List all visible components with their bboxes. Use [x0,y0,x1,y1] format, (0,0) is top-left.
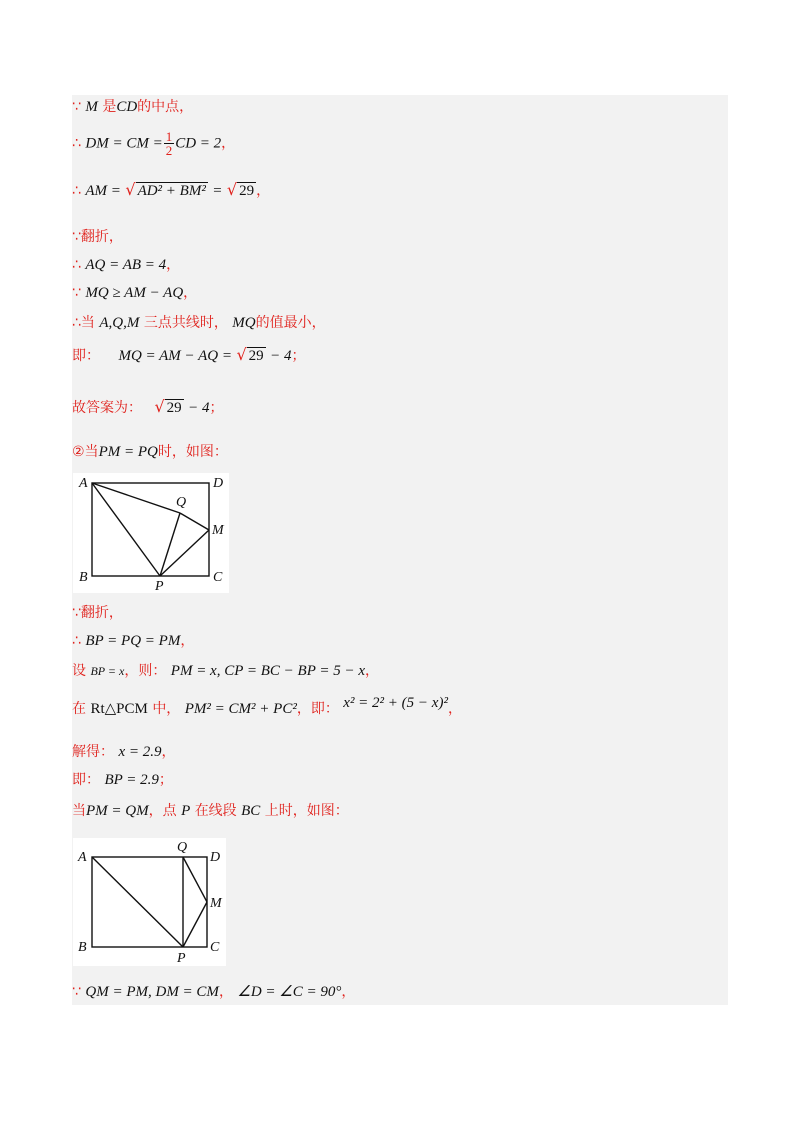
fraction-half: $\frac{1}{2}$ [165,129,173,158]
segment-qm [183,857,207,902]
line-am: ∴ AM = √ AD² + BM² = √ 29 ， [72,180,271,199]
label-P: P [177,951,186,966]
label-B: B [79,570,88,585]
line-midpoint: ∵ M 是CD的中点， [72,99,194,115]
label-P: P [155,579,164,593]
segment-pm [183,902,207,947]
line-case2: ②当PM = PQ时，如图： [72,444,228,460]
line-pythagoras: 在 Rt△PCM 中， PM² = CM² + PC²，即： x² = 2² + (5 − x)²， [72,695,462,717]
label-A: A [79,476,88,491]
segment-ap [92,483,160,576]
line-collinear: ∴当 A,Q,M 三点共线时， MQ的值最小， [72,315,326,331]
line-congruent: ∵ QM = PM, DM = CM， ∠D = ∠C = 90°， [72,984,356,1000]
line-bp-result: 即： BP = 2.9； [72,772,173,788]
segment-ap [92,857,183,947]
segment-aq [92,483,180,513]
line-mq-min: 即： MQ = AM − AQ = √ 29 − 4； [72,345,306,364]
label-C: C [213,570,223,585]
line-dm-cm: ∴ DM = CM = $\frac{1}{2}$ CD = 2， [72,129,236,158]
label-Q: Q [176,495,187,510]
line-aq: ∴ AQ = AB = 4， [72,257,181,273]
line-mq-ineq: ∵ MQ ≥ AM − AQ， [72,285,198,301]
line-fold-2: ∵翻折， [72,605,123,621]
figure-case-pm-qm [73,838,226,966]
label-D: D [213,476,224,491]
label-D: D [210,850,221,865]
label-B: B [78,940,87,955]
line-case-pm-qm: 当PM = QM，点 P 在线段 BC 上时，如图： [72,803,349,819]
line-fold-1: ∵翻折， [72,229,123,245]
line-solve: 解得： x = 2.9， [72,744,176,760]
label-M: M [212,523,224,538]
label-A: A [78,850,87,865]
label-Q: Q [177,840,188,855]
figure-case-pm-pq [73,473,229,593]
line-bp-pq-pm: ∴ BP = PQ = PM， [72,633,195,649]
segment-qm [180,513,209,530]
label-M: M [210,896,222,911]
label-C: C [210,940,220,955]
line-let-x: 设 BP = x，则： PM = x, CP = BC − BP = 5 − x， [72,663,379,679]
line-answer: 故答案为： √ 29 − 4； [72,397,224,416]
